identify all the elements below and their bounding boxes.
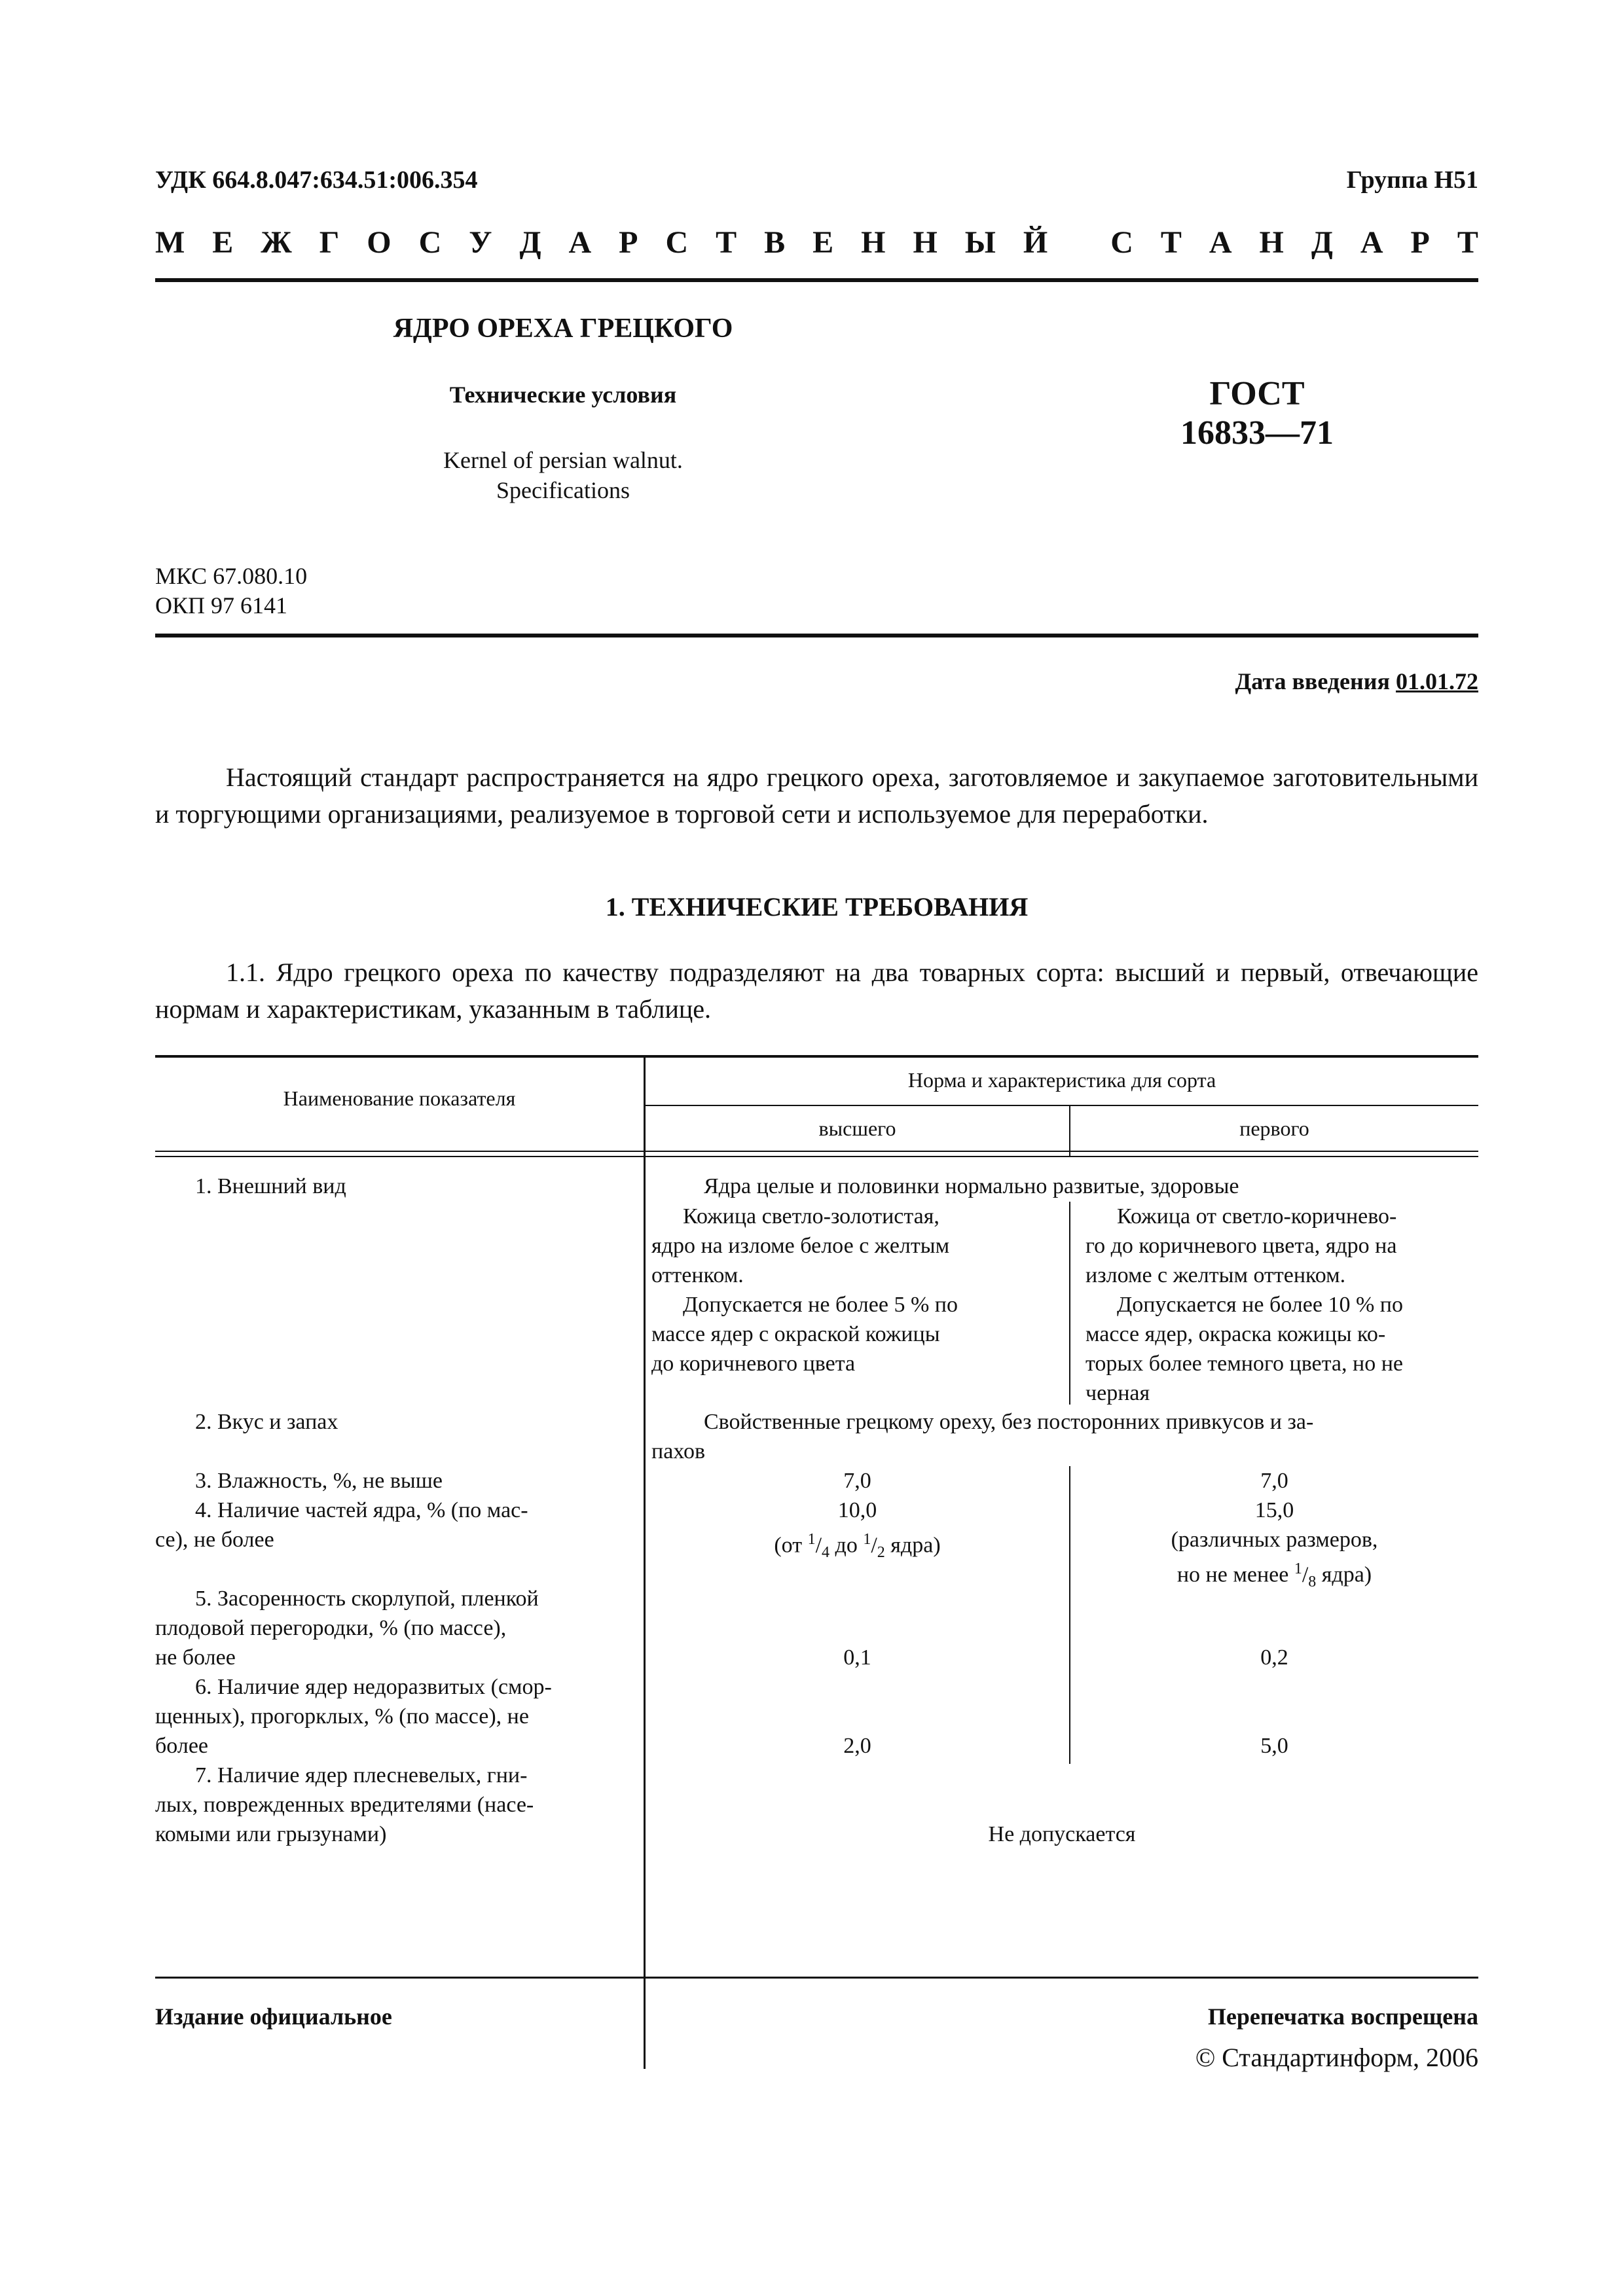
row1-high-a2: ядро на изломе белое с желтым	[651, 1234, 950, 1258]
row4-high-pre: (от	[774, 1533, 808, 1558]
row6-name-line2: щенных), прогорклых, % (по массе), не	[155, 1704, 529, 1729]
row1-first-b3: торых более темного цвета, но не	[1085, 1352, 1403, 1376]
row4-first-value: 15,0	[1254, 1498, 1294, 1522]
table-subheader-rule	[644, 1105, 1478, 1106]
mks-code: МКС 67.080.10	[155, 563, 308, 589]
row2-common	[651, 1407, 1478, 1466]
header-norm: Норма и характеристика для сорта	[907, 1068, 1216, 1092]
row7-name-line2: лых, поврежденных вредителями (насе-	[155, 1793, 534, 1817]
row4-high-value: 10,0	[837, 1498, 877, 1522]
row1-first-a1: Кожица от светло-коричнево-	[1117, 1204, 1397, 1229]
row4-first-line2: (различных размеров,	[1171, 1528, 1378, 1552]
banner-letter: С	[1110, 225, 1133, 260]
row1-high-b1: Допускается не более 5 % по	[683, 1293, 958, 1317]
banner-letter: Ы	[964, 225, 996, 260]
gost-number: 16833—71	[1180, 414, 1334, 452]
banner-letter: Е	[212, 225, 234, 260]
gost-label: ГОСТ	[1209, 375, 1305, 412]
banner-letter: Т	[1160, 225, 1182, 260]
banner-letter: А	[1209, 225, 1232, 260]
date-label: Дата введения	[1235, 668, 1390, 694]
row5-name-line3: не более	[155, 1645, 236, 1670]
intro-paragraph: Настоящий стандарт распространяется на ядро грецкого ореха, заготовляемое и закупаемое заготовительными и торгующими организациями, реализуемое в торговой сети и используемое для переработки.	[155, 762, 1478, 829]
frac-num: 1	[807, 1531, 816, 1548]
official-edition: Издание официальное	[155, 2003, 392, 2030]
banner-letter: О	[367, 225, 392, 260]
row4-high	[646, 1496, 1069, 1568]
row6-high: 2,0	[843, 1734, 871, 1758]
interstate-standard-banner	[155, 224, 1478, 260]
footer-rule	[155, 1977, 1478, 1979]
row1-first-a2: го до коричневого цвета, ядро на	[1085, 1234, 1397, 1258]
row3-first: 7,0	[1260, 1469, 1288, 1493]
table-header-rule-1	[155, 1151, 1478, 1152]
banner-letter: Р	[1410, 225, 1430, 260]
row4-high-post: ядра)	[884, 1533, 941, 1558]
row1-first-b1: Допускается не более 10 % по	[1117, 1293, 1403, 1317]
introduction-date	[1235, 668, 1479, 695]
row7-name-line3: комыми или грызунами)	[155, 1822, 387, 1846]
banner-letter: Н	[861, 225, 886, 260]
header-indicator-name: Наименование показателя	[283, 1086, 516, 1110]
paragraph-1-1: 1.1. Ядро грецкого ореха по качеству подразделяют на два товарных сорта: высший и первый, отвечающие нормам и характеристикам, указанным в таблице.	[155, 958, 1478, 1024]
header-high-grade: высшего	[818, 1117, 896, 1140]
row3-name: 3. Влажность, %, не выше	[195, 1469, 443, 1493]
header-first-grade: первого	[1239, 1117, 1309, 1140]
section-title: 1. ТЕХНИЧЕСКИЕ ТРЕБОВАНИЯ	[605, 892, 1029, 922]
banner-letter: В	[764, 225, 786, 260]
row1-common: Ядра целые и половинки нормально развитые, здоровые	[704, 1174, 1239, 1198]
banner-letter: Й	[1023, 225, 1048, 260]
row5-first: 0,2	[1260, 1645, 1288, 1670]
row4-high-mid: до	[830, 1533, 864, 1558]
row4-name	[155, 1496, 627, 1554]
header-rule	[155, 278, 1478, 282]
row1-high-b2: массе ядер с окраской кожицы	[651, 1322, 940, 1346]
banner-letter: Д	[519, 225, 541, 260]
row5-name	[155, 1584, 627, 1672]
row1-first-a3: изломе с желтым оттенком.	[1085, 1263, 1346, 1287]
banner-letter: Ж	[261, 225, 292, 260]
row5-high: 0,1	[843, 1645, 871, 1670]
row4-first-pre: но не менее	[1176, 1562, 1294, 1587]
frac-den: 4	[822, 1544, 830, 1562]
row6-name	[155, 1672, 627, 1761]
row1-first	[1085, 1202, 1478, 1408]
okp-code: ОКП 97 6141	[155, 592, 288, 619]
banner-letter: Т	[1457, 225, 1478, 260]
row4-name-line2: се), не более	[155, 1528, 274, 1552]
classification-codes	[155, 562, 307, 620]
row2-common-line1: Свойственные грецкому ореху, без посторонних привкусов и за-	[704, 1410, 1314, 1434]
banner-letter: У	[469, 225, 492, 260]
gost-designation	[1126, 374, 1388, 453]
banner-letter: Н	[1259, 225, 1284, 260]
row6-name-line3: более	[155, 1734, 208, 1758]
row1-high-a3: оттенком.	[651, 1263, 744, 1287]
row1-first-b2: массе ядер, окраска кожицы ко-	[1085, 1322, 1386, 1346]
banner-letter: С	[665, 225, 689, 260]
row5-name-line1: 5. Засоренность скорлупой, пленкой	[195, 1587, 539, 1611]
row6-name-line1: 6. Наличие ядер недоразвитых (смор-	[195, 1675, 552, 1699]
row2-name: 2. Вкус и запах	[195, 1410, 338, 1434]
banner-letter: С	[418, 225, 442, 260]
row1-divider	[1069, 1202, 1070, 1405]
row7-name-line1: 7. Наличие ядер плесневелых, гни-	[195, 1763, 528, 1787]
document-subtitle: Технические условия	[449, 382, 677, 408]
banner-letter: А	[1360, 225, 1383, 260]
row1-high-a1: Кожица светло-золотистая,	[683, 1204, 939, 1229]
date-value: 01.01.72	[1396, 668, 1478, 694]
row4-first	[1070, 1496, 1478, 1597]
row2-common-line2: пахов	[651, 1439, 706, 1463]
classification-rule	[155, 634, 1478, 637]
banner-letter: Д	[1311, 225, 1333, 260]
table-top-rule	[155, 1055, 1478, 1058]
table-header-rule-2	[155, 1156, 1478, 1157]
reprint-prohibited: Перепечатка воспрещена	[1207, 2003, 1478, 2030]
frac-num: 1	[863, 1531, 871, 1548]
row1-high-b3: до коричневого цвета	[651, 1352, 856, 1376]
english-title-line2: Specifications	[496, 477, 630, 503]
banner-letter: А	[568, 225, 592, 260]
row1-name: 1. Внешний вид	[195, 1174, 346, 1198]
banner-letter: Н	[913, 225, 938, 260]
banner-letter: Е	[812, 225, 834, 260]
banner-letter: М	[155, 225, 185, 260]
row1-first-b4: черная	[1085, 1381, 1150, 1405]
row3-high: 7,0	[843, 1469, 871, 1493]
banner-letter: Р	[619, 225, 638, 260]
row7-common: Не допускается	[988, 1822, 1136, 1846]
english-title-line1: Kernel of persian walnut.	[443, 447, 683, 473]
english-title	[367, 445, 759, 505]
banner-letter	[1075, 224, 1083, 260]
frac-num: 1	[1294, 1560, 1302, 1577]
row6-first: 5,0	[1260, 1734, 1288, 1758]
banner-letter: Г	[319, 225, 340, 260]
frac-den: 2	[877, 1544, 885, 1562]
frac-den: 8	[1308, 1573, 1317, 1591]
row4-high-range: (от $^1/_4$ до $^1/_2$ ядра)	[774, 1531, 941, 1562]
row4-first-post: ядра)	[1316, 1562, 1372, 1587]
row4-name-line1: 4. Наличие частей ядра, % (по мас-	[195, 1498, 528, 1522]
copyright: © Стандартинформ, 2006	[1195, 2043, 1478, 2072]
row4-first-line3: но не менее $^1/_8$ ядра)	[1176, 1560, 1372, 1591]
banner-letter: Т	[716, 225, 737, 260]
document-title: ЯДРО ОРЕХА ГРЕЦКОГО	[393, 314, 733, 344]
udk-code: УДК 664.8.047:634.51:006.354	[155, 166, 478, 194]
row5-name-line2: плодовой перегородки, % (по массе),	[155, 1616, 507, 1640]
row7-name	[155, 1761, 627, 1849]
group-code: Группа Н51	[1346, 166, 1478, 194]
row1-high	[651, 1202, 1051, 1378]
